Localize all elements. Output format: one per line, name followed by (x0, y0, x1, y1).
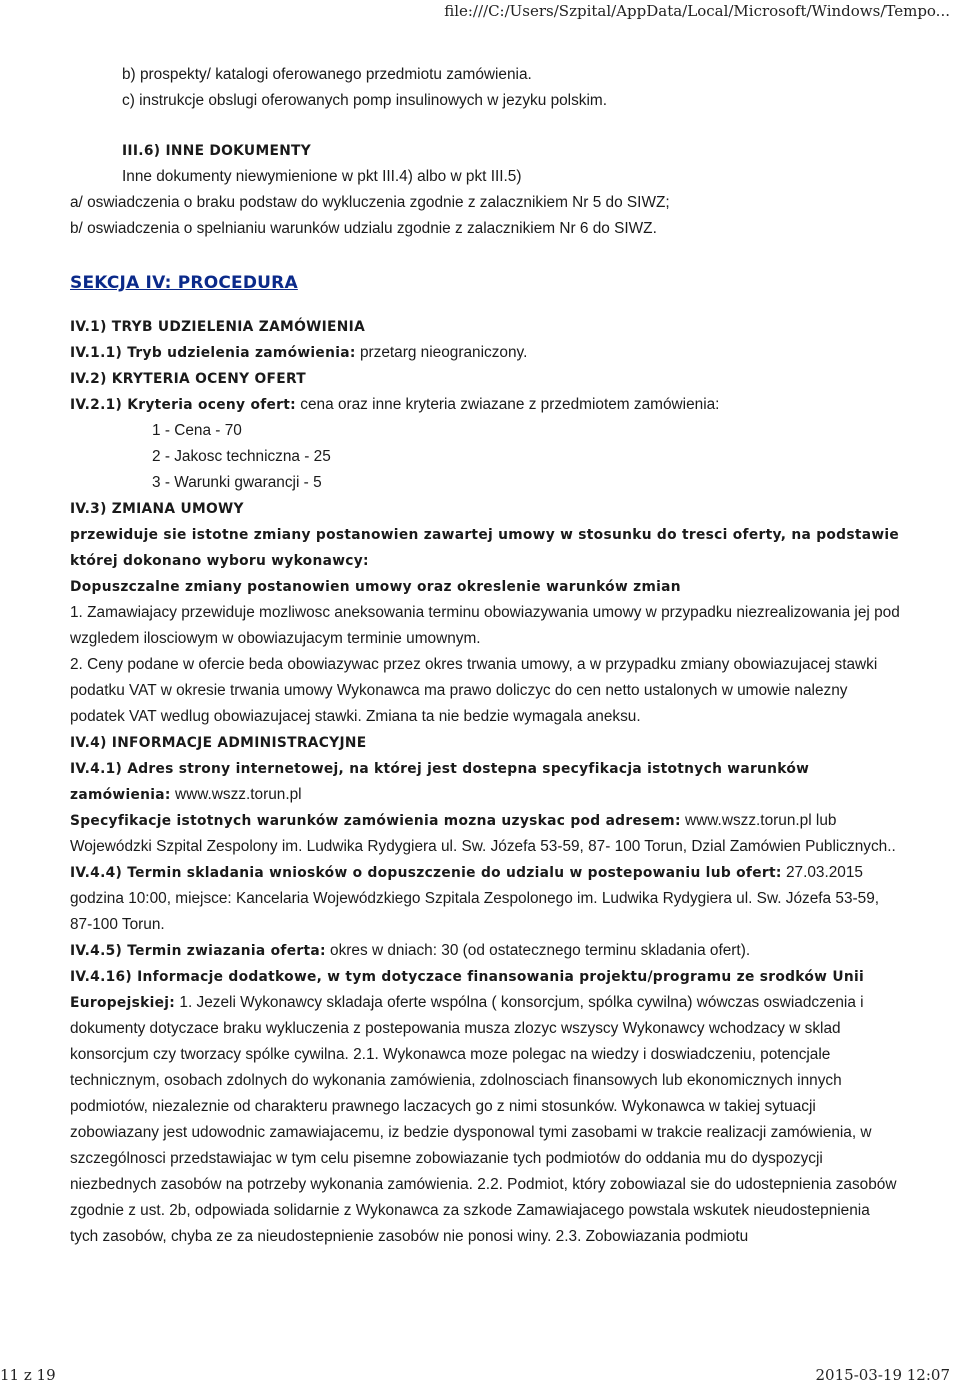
subsection-title: III.6) INNE DOKUMENTY (122, 143, 312, 159)
paragraph (70, 860, 900, 938)
paragraph (70, 964, 900, 1250)
field-value: 27.03.2015 godzina 10:00, miejsce: Kancelaria Wojewódzkiego Szpitala Zespolonego im. Ludwika Rydygiera ul. Sw. Józefa 53-59, 87-100 Torun. (70, 864, 880, 933)
field-label: IV.4.4) Termin skladania wniosków o dopuszczenie do udzialu w postepowaniu lub ofert: (70, 865, 782, 881)
list-item: c) instrukcje obslugi oferowanych pomp insulinowych w jezyku polskim. (122, 92, 608, 109)
paragraph (70, 340, 900, 366)
criteria-item: 1 - Cena - 70 (152, 422, 242, 439)
paragraph: b/ oswiadczenia o spelnianiu warunków udzialu zgodnie z zalacznikiem Nr 6 do SIWZ. (70, 220, 657, 237)
section-title: SEKCJA IV: PROCEDURA (70, 273, 298, 293)
field-value: www.wszz.torun.pl lub Wojewódzki Szpital Zespolony im. Ludwika Rydygiera ul. Sw. Józefa 53-59, 87- 100 Torun, Dzial Zamówien Publicznych.. (70, 812, 896, 855)
subsection-title: IV.1) TRYB UDZIELENIA ZAMÓWIENIA (70, 319, 366, 335)
field-value: okres w dniach: 30 (od ostatecznego terminu skladania ofert). (325, 942, 751, 959)
print-timestamp: 2015-03-19 12:07 (815, 1366, 950, 1384)
subsection-title: IV.3) ZMIANA UMOWY (70, 501, 244, 517)
field-value: 1. Jezeli Wykonawcy skladaja oferte wspólna ( konsorcjum, spólka cywilna) wówczas oswiadczenia i dokumenty dotyczace braku wykluczenia z postepowania musza zlozyc wszyscy Wykonawcy wchodzacy w sklad konsorcjum czy tworzacy spólke cywilna. 2.1. Wykonawca moze polegac na wiedzy i doswiadczeniu, potencjale technicznym, osobach zdolnych do wykonania zamówienia, zdolnosciach finansowych lub ekonomicznych innych podmiotów, niezaleznie od charakteru prawnego laczacych go z nimi stosunków. Wykonawca w takiej sytuacji zobowiazany jest udowodnic zamawiajacemu, iz bedzie dysponowal tymi zasobami w trakcie realizacji zamówienia, w szczególnosci przedstawiajac w tym celu pisemne zobowiazanie tych podmiotów do oddania mu do dyspozycji niezbednych zasobów na potrzeby wykonania zamówienia. 2.2. Podmiot, który zobowiazal sie do udostepnienia zasobów zgodnie z ust. 2b, odpowiada solidarnie z Wykonawca za szkode Zamawiajacego powstala wskutek nieudostepnienia tych zasobów, chyba ze za nieudostepnienie zasobów nie ponosi winy. 2.3. Zobowiazania podmiotu (70, 994, 897, 1245)
criteria-item: 2 - Jakosc techniczna - 25 (152, 448, 331, 465)
bold-paragraph: Dopuszczalne zmiany postanowien umowy oraz okreslenie warunków zmian (70, 579, 681, 595)
paragraph (70, 938, 900, 964)
field-label: IV.4.5) Termin zwiazania oferta: (70, 943, 326, 959)
paragraph (70, 808, 900, 860)
list-item: b) prospekty/ katalogi oferowanego przedmiotu zamówienia. (122, 66, 532, 83)
document-body (70, 62, 900, 1250)
field-label: Specyfikacje istotnych warunków zamówienia mozna uzyskac pod adresem: (70, 813, 681, 829)
paragraph: 1. Zamawiajacy przewiduje mozliwosc aneksowania terminu obowiazywania umowy w przypadku niezrealizowania jej pod wzgledem ilosciowym w obowiazujacym terminie umownym. (70, 604, 900, 647)
criteria-item: 3 - Warunki gwarancji - 5 (152, 474, 322, 491)
field-label: IV.4.1) Adres strony internetowej, na której jest dostepna specyfikacja istotnych warunków zamówienia: (70, 761, 810, 803)
subsection-title: IV.4) INFORMACJE ADMINISTRACYJNE (70, 735, 367, 751)
field-value: www.wszz.torun.pl (170, 786, 302, 803)
field-label: IV.1.1) Tryb udzielenia zamówienia: (70, 345, 356, 361)
paragraph: Inne dokumenty niewymienione w pkt III.4) albo w pkt III.5) (122, 168, 522, 185)
field-value: cena oraz inne kryteria zwiazane z przedmiotem zamówienia: (296, 396, 720, 413)
paragraph: a/ oswiadczenia o braku podstaw do wykluczenia zgodnie z zalacznikiem Nr 5 do SIWZ; (70, 194, 670, 211)
paragraph (70, 392, 900, 418)
page-number: 11 z 19 (0, 1366, 56, 1384)
field-value: przetarg nieograniczony. (355, 344, 528, 361)
field-label: IV.2.1) Kryteria oceny ofert: (70, 397, 297, 413)
bold-paragraph: przewiduje sie istotne zmiany postanowien zawartej umowy w stosunku do tresci oferty, na podstawie której dokonano wyboru wykonawcy: (70, 527, 900, 569)
paragraph: 2. Ceny podane w ofercie beda obowiazywac przez okres trwania umowy, a w przypadku zmiany obowiazujacej stawki podatku VAT w okresie trwania umowy Wykonawca ma prawo doliczyc do cen netto ustalonych w umowie nalezny podatek VAT wedlug obowiazujacej stawki. Zmiana ta nie bedzie wymagala aneksu. (70, 656, 878, 725)
paragraph (70, 756, 900, 808)
file-url: file:///C:/Users/Szpital/AppData/Local/Microsoft/Windows/Tempo... (444, 2, 950, 20)
field-label: IV.4.16) Informacje dodatkowe, w tym dotyczace finansowania projektu/programu ze srodków Unii Europejskiej: (70, 969, 865, 1011)
subsection-title: IV.2) KRYTERIA OCENY OFERT (70, 371, 307, 387)
